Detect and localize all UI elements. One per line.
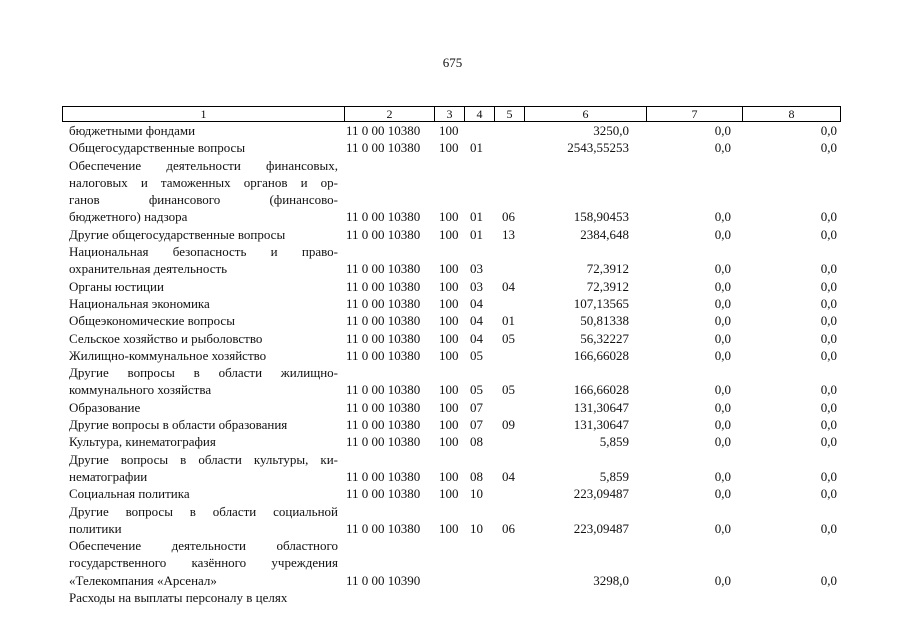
table-row — [0, 451, 905, 486]
row-name — [69, 330, 338, 347]
row-value-8: 0,0 — [820, 140, 837, 156]
row-name-line: Другие общегосударственные вопросы — [69, 226, 286, 242]
table-header — [62, 106, 841, 122]
table-row — [0, 399, 905, 416]
row-value-8: 0,0 — [820, 486, 837, 502]
row-pr: 13 — [502, 226, 515, 242]
row-code: 11 0 00 10380 — [346, 399, 421, 415]
row-sum: 166,66028 — [573, 347, 629, 363]
row-sum: 166,66028 — [573, 382, 629, 398]
row-name-line: Обеспечение деятельности финансовых, — [69, 157, 338, 173]
row-sum: 3298,0 — [593, 572, 629, 588]
row-value-7: 0,0 — [714, 486, 731, 502]
row-value-7: 0,0 — [714, 123, 731, 138]
row-code: 11 0 00 10380 — [346, 261, 421, 277]
row-name-line: Другие вопросы в области социальной — [69, 503, 338, 519]
row-sum: 2543,55253 — [567, 140, 629, 156]
header-col-1: 1 — [200, 107, 207, 121]
row-pr: 09 — [502, 417, 515, 433]
row-vr: 100 — [439, 520, 459, 536]
row-name-line: нематографии — [69, 468, 148, 484]
row-vr: 100 — [439, 347, 459, 363]
row-name-line: политики — [69, 520, 122, 536]
row-value-7: 0,0 — [714, 417, 731, 433]
table-row — [0, 589, 905, 606]
row-vr: 100 — [439, 123, 459, 138]
row-name — [69, 589, 338, 606]
row-value-8: 0,0 — [820, 520, 837, 536]
row-value-7: 0,0 — [714, 347, 731, 363]
row-pr: 06 — [502, 209, 515, 225]
row-value-8: 0,0 — [820, 123, 837, 138]
row-code: 11 0 00 10380 — [346, 278, 421, 294]
row-name — [69, 347, 338, 364]
table-row — [0, 503, 905, 538]
row-value-7: 0,0 — [714, 572, 731, 588]
table-row — [0, 485, 905, 502]
row-value-7: 0,0 — [714, 278, 731, 294]
row-name — [69, 243, 338, 278]
row-value-8: 0,0 — [820, 347, 837, 363]
row-name-line: Социальная политика — [69, 486, 190, 502]
row-name — [69, 451, 338, 486]
table-row — [0, 433, 905, 450]
row-code: 11 0 00 10380 — [346, 434, 421, 450]
row-rz: 04 — [470, 295, 483, 311]
row-value-8: 0,0 — [820, 382, 837, 398]
row-name-line: Другие вопросы в области образования — [69, 417, 288, 433]
row-name — [69, 122, 338, 139]
row-rz: 07 — [470, 399, 483, 415]
row-vr: 100 — [439, 486, 459, 502]
row-name-line: Образование — [69, 399, 141, 415]
row-sum: 72,3912 — [586, 278, 629, 294]
row-name-line: Культура, кинематография — [69, 434, 216, 450]
row-code: 11 0 00 10380 — [346, 140, 421, 156]
row-name-line: государственного казённого учреждения — [69, 555, 338, 571]
row-sum: 5,859 — [599, 468, 629, 484]
row-pr: 05 — [502, 382, 515, 398]
row-rz: 05 — [470, 382, 483, 398]
table-row — [0, 416, 905, 433]
row-code: 11 0 00 10380 — [346, 347, 421, 363]
row-sum: 107,13565 — [573, 295, 629, 311]
row-code: 11 0 00 10390 — [346, 572, 421, 588]
header-col-8: 8 — [742, 107, 840, 121]
table-row — [0, 278, 905, 295]
row-value-8: 0,0 — [820, 295, 837, 311]
row-rz: 03 — [470, 261, 483, 277]
row-sum: 131,30647 — [573, 399, 629, 415]
row-code: 11 0 00 10380 — [346, 382, 421, 398]
row-vr: 100 — [439, 295, 459, 311]
row-code: 11 0 00 10380 — [346, 520, 421, 536]
row-name — [69, 537, 338, 589]
row-rz: 10 — [470, 486, 483, 502]
row-name-line: Расходы на выплаты персоналу в целях — [69, 590, 288, 606]
row-code: 11 0 00 10380 — [346, 330, 421, 346]
row-rz: 03 — [470, 278, 483, 294]
row-name — [69, 226, 338, 243]
row-rz: 01 — [470, 226, 483, 242]
row-vr: 100 — [439, 278, 459, 294]
row-name — [69, 433, 338, 450]
row-vr: 100 — [439, 434, 459, 450]
row-vr: 100 — [439, 382, 459, 398]
row-name-line: коммунального хозяйства — [69, 382, 212, 398]
row-value-7: 0,0 — [714, 209, 731, 225]
row-sum: 2384,648 — [580, 226, 629, 242]
row-name-line: Обеспечение деятельности областного — [69, 538, 338, 554]
row-sum: 223,09487 — [573, 486, 629, 502]
header-col-2: 2 — [344, 107, 434, 121]
table-row — [0, 347, 905, 364]
row-value-8: 0,0 — [820, 417, 837, 433]
row-sum: 50,81338 — [580, 313, 629, 329]
row-name-line: Общегосударственные вопросы — [69, 140, 246, 156]
row-value-7: 0,0 — [714, 226, 731, 242]
row-value-7: 0,0 — [714, 261, 731, 277]
row-value-7: 0,0 — [714, 295, 731, 311]
header-col-7: 7 — [646, 107, 742, 121]
table-row — [0, 139, 905, 156]
row-name — [69, 503, 338, 538]
row-pr: 05 — [502, 330, 515, 346]
row-name-line: ганов финансового (финансово- — [69, 192, 338, 208]
header-col-4: 4 — [464, 107, 494, 121]
row-name — [69, 485, 338, 502]
row-vr: 100 — [439, 313, 459, 329]
row-value-8: 0,0 — [820, 261, 837, 277]
row-value-8: 0,0 — [820, 209, 837, 225]
row-name — [69, 157, 338, 226]
row-value-8: 0,0 — [820, 226, 837, 242]
row-name-line: Национальная экономика — [69, 295, 210, 311]
row-name-line: Жилищно-коммунальное хозяйство — [69, 347, 267, 363]
row-value-8: 0,0 — [820, 399, 837, 415]
row-sum: 223,09487 — [573, 520, 629, 536]
row-pr: 01 — [502, 313, 515, 329]
row-pr: 06 — [502, 520, 515, 536]
row-value-7: 0,0 — [714, 140, 731, 156]
row-value-8: 0,0 — [820, 313, 837, 329]
row-name-line: Национальная безопасность и право- — [69, 244, 338, 260]
row-rz: 01 — [470, 140, 483, 156]
row-name — [69, 364, 338, 399]
row-name — [69, 416, 338, 433]
table-body — [0, 122, 905, 606]
row-code: 11 0 00 10380 — [346, 209, 421, 225]
row-value-7: 0,0 — [714, 434, 731, 450]
row-code: 11 0 00 10380 — [346, 226, 421, 242]
row-rz: 08 — [470, 434, 483, 450]
row-value-7: 0,0 — [714, 330, 731, 346]
row-name-line: бюджетными фондами — [69, 123, 196, 138]
row-name — [69, 399, 338, 416]
row-name — [69, 278, 338, 295]
row-vr: 100 — [439, 399, 459, 415]
row-name-line: Общеэкономические вопросы — [69, 313, 235, 329]
row-value-7: 0,0 — [714, 382, 731, 398]
row-name-line: охранительная деятельность — [69, 261, 228, 277]
row-name-line: Другие вопросы в области культуры, ки- — [69, 451, 338, 467]
header-col-5: 5 — [494, 107, 524, 121]
row-rz: 01 — [470, 209, 483, 225]
table-row — [0, 295, 905, 312]
row-name-line: налоговых и таможенных органов и ор- — [69, 174, 338, 190]
row-sum: 158,90453 — [573, 209, 629, 225]
row-name-line: бюджетного) надзора — [69, 209, 188, 225]
row-sum: 3250,0 — [593, 123, 629, 138]
header-col-3: 3 — [434, 107, 464, 121]
row-code: 11 0 00 10380 — [346, 123, 421, 138]
table-row — [0, 243, 905, 278]
row-rz: 04 — [470, 313, 483, 329]
row-rz: 04 — [470, 330, 483, 346]
row-rz: 08 — [470, 468, 483, 484]
row-value-7: 0,0 — [714, 313, 731, 329]
row-value-8: 0,0 — [820, 468, 837, 484]
row-vr: 100 — [439, 140, 459, 156]
table-row — [0, 312, 905, 329]
table-row — [0, 157, 905, 226]
row-vr: 100 — [439, 417, 459, 433]
row-name-line: «Телекомпания «Арсенал» — [69, 572, 217, 588]
row-vr: 100 — [439, 209, 459, 225]
row-code: 11 0 00 10380 — [346, 417, 421, 433]
table-row — [0, 364, 905, 399]
row-rz: 05 — [470, 347, 483, 363]
row-sum: 72,3912 — [586, 261, 629, 277]
row-sum: 131,30647 — [573, 417, 629, 433]
row-name-line: Органы юстиции — [69, 278, 164, 294]
row-value-8: 0,0 — [820, 434, 837, 450]
row-code: 11 0 00 10380 — [346, 468, 421, 484]
row-value-8: 0,0 — [820, 572, 837, 588]
row-code: 11 0 00 10380 — [346, 486, 421, 502]
table-row — [0, 537, 905, 589]
page-number: 675 — [442, 55, 463, 70]
row-vr: 100 — [439, 468, 459, 484]
row-name-line: Другие вопросы в области жилищно- — [69, 365, 338, 381]
table-row — [0, 330, 905, 347]
row-name-line: Сельское хозяйство и рыболовство — [69, 330, 263, 346]
row-sum: 5,859 — [599, 434, 629, 450]
row-pr: 04 — [502, 468, 515, 484]
row-value-8: 0,0 — [820, 330, 837, 346]
row-name — [69, 295, 338, 312]
header-col-6: 6 — [524, 107, 646, 121]
row-code: 11 0 00 10380 — [346, 313, 421, 329]
row-value-7: 0,0 — [714, 468, 731, 484]
row-pr: 04 — [502, 278, 515, 294]
row-name — [69, 312, 338, 329]
row-name — [69, 139, 338, 156]
row-vr: 100 — [439, 330, 459, 346]
table-row — [0, 226, 905, 243]
table-row — [0, 122, 905, 139]
row-value-7: 0,0 — [714, 399, 731, 415]
row-value-8: 0,0 — [820, 278, 837, 294]
row-sum: 56,32227 — [580, 330, 629, 346]
row-rz: 10 — [470, 520, 483, 536]
row-value-7: 0,0 — [714, 520, 731, 536]
row-vr: 100 — [439, 226, 459, 242]
row-code: 11 0 00 10380 — [346, 295, 421, 311]
row-rz: 07 — [470, 417, 483, 433]
row-vr: 100 — [439, 261, 459, 277]
